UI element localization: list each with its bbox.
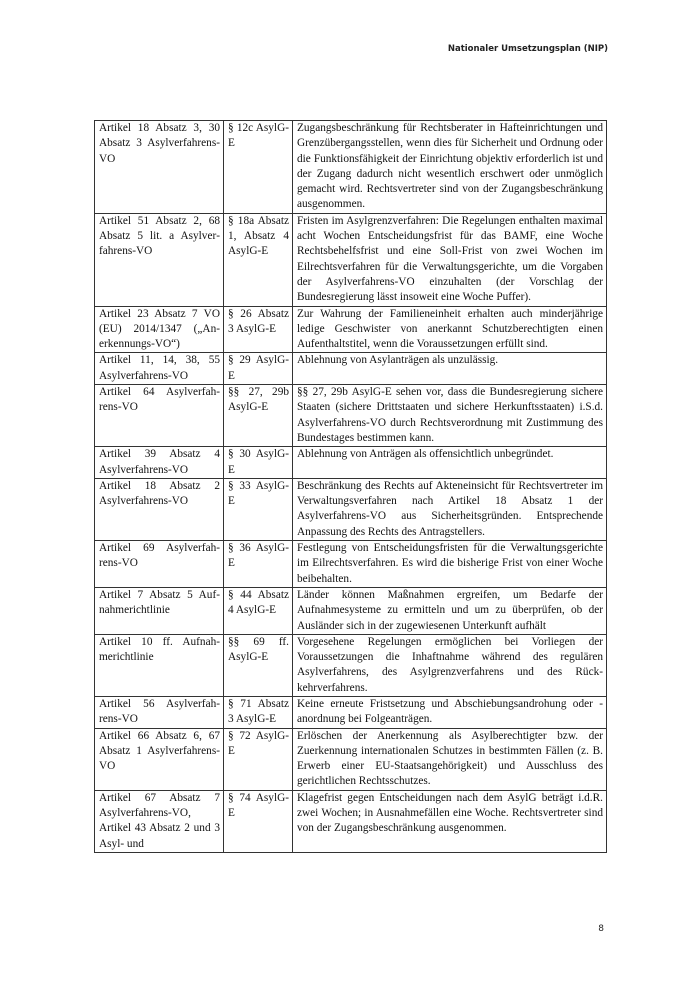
table-row (95, 790, 607, 852)
table-row (95, 306, 607, 353)
article-cell: Artikel 69 Asylverfahrens-VO (95, 541, 224, 588)
article-cell: Artikel 7 Absatz 5 Aufnahmerichtlinie (95, 587, 224, 634)
running-header: Nationaler Umsetzungsplan (NIP) (447, 44, 608, 54)
article-cell: Artikel 10 ff. Aufnahmerichtlinie (95, 634, 224, 696)
description-cell: Zugangsbeschränkung für Rechtsberater in Hafteinrichtungen und Grenzübergangsstellen, wenn dies für Sicherheit und Ordnung oder die Funktionsfähigkeit der Einrichtung objektiv erforderlich ist und der Zugang dadurch nicht wesentlich erschwert oder unmöglich gemacht wird. Rechtsvertreter sind von der Zugangsbeschränkung ausgenommen. (293, 121, 607, 214)
description-cell: Klagefrist gegen Entscheidungen nach dem AsylG beträgt i.d.R. zwei Wochen; in Ausnahmefällen eine Woche. Rechtsvertreter sind von der Zugangsbeschränkung ausgenommen. (293, 790, 607, 852)
article-cell: Artikel 56 Asylverfahrens-VO (95, 696, 224, 728)
article-cell: Artikel 67 Absatz 7 Asylverfahrens-VO, Artikel 43 Absatz 2 und 3 Asyl- und (95, 790, 224, 852)
description-cell: Beschränkung des Rechts auf Akteneinsicht für Rechtsvertreter im Verwaltungsverfahren nach Artikel 18 Absatz 1 der Asylverfahrens-VO aus Sicherheitsgründen. Entsprechende Anpassung des Rechts des Antragstellers. (293, 478, 607, 540)
table-row (95, 353, 607, 385)
article-cell: Artikel 11, 14, 38, 55 Asylverfahrens-VO (95, 353, 224, 385)
law-cell: § 71 Absatz 3 AsylG-E (224, 696, 293, 728)
implementation-table (94, 120, 607, 853)
table-body (95, 121, 607, 853)
law-cell: § 29 AsylG-E (224, 353, 293, 385)
table-row (95, 213, 607, 306)
article-cell: Artikel 66 Absatz 6, 67 Absatz 1 Asylverfahrens-VO (95, 728, 224, 790)
table-row (95, 541, 607, 588)
table-row (95, 728, 607, 790)
table-row (95, 634, 607, 696)
table-row (95, 121, 607, 214)
page-number: 8 (598, 924, 604, 934)
table-row (95, 696, 607, 728)
law-cell: § 36 AsylG-E (224, 541, 293, 588)
law-cell: § 44 Absatz 4 AsylG-E (224, 587, 293, 634)
article-cell: Artikel 18 Absatz 2 Asylverfahrens-VO (95, 478, 224, 540)
law-cell: § 26 Absatz 3 AsylG-E (224, 306, 293, 353)
description-cell: Ablehnung von Asylanträgen als unzulässig. (293, 353, 607, 385)
law-cell: §§ 69 ff. AsylG-E (224, 634, 293, 696)
article-cell: Artikel 39 Absatz 4 Asylverfahrens-VO (95, 447, 224, 479)
article-cell: Artikel 64 Asylverfahrens-VO (95, 385, 224, 447)
table-row (95, 478, 607, 540)
description-cell: Fristen im Asylgrenzverfahren: Die Regelungen enthalten maximal acht Wochen Entscheidungsfrist für das BAMF, eine Woche Rechtsbehelfsfrist und eine Soll-Frist von zwei Wochen im Eilrechtsverfahren für die Verwaltungsgerichte, um die Vorgaben der Asylverfahrens-VO einzuhalten (der Vorschlag der Bundesregierung lässt insoweit eine Woche Puffer). (293, 213, 607, 306)
law-cell: § 74 AsylG-E (224, 790, 293, 852)
law-cell: § 18a Absatz 1, Absatz 4 AsylG-E (224, 213, 293, 306)
law-cell: §§ 27, 29b AsylG-E (224, 385, 293, 447)
description-cell: Erlöschen der Anerkennung als Asylberechtigter bzw. der Zuerkennung internationalen Schutzes in bestimmten Fällen (z. B. Erwerb einer EU-Staatsangehörigkeit) und Ausschluss des gerichtlichen Rechtsschutzes. (293, 728, 607, 790)
law-cell: § 30 AsylG-E (224, 447, 293, 479)
law-cell: § 33 AsylG-E (224, 478, 293, 540)
description-cell: Zur Wahrung der Familieneinheit erhalten auch minderjährige ledige Geschwister von anerkannt Schutzberechtigten einen Aufenthaltstitel, wenn die Voraussetzungen erfüllt sind. (293, 306, 607, 353)
description-cell: §§ 27, 29b AsylG-E sehen vor, dass die Bundesregierung sichere Staaten (sichere Drittstaaten und sichere Herkunftsstaaten) i.S.d. Asylverfahrens-VO durch Rechtsverordnung mit Zustimmung des Bundestages bestimmen kann. (293, 385, 607, 447)
law-cell: § 12c AsylG-E (224, 121, 293, 214)
table-row (95, 587, 607, 634)
article-cell: Artikel 18 Absatz 3, 30 Absatz 3 Asylverfahrens-VO (95, 121, 224, 214)
description-cell: Keine erneute Fristsetzung und Abschiebungsandrohung oder -anordnung bei Folgeanträgen. (293, 696, 607, 728)
table-row (95, 385, 607, 447)
article-cell: Artikel 23 Absatz 7 VO (EU) 2014/1347 („Anerkennungs-VO“) (95, 306, 224, 353)
description-cell: Ablehnung von Anträgen als offensichtlich unbegründet. (293, 447, 607, 479)
law-cell: § 72 AsylG-E (224, 728, 293, 790)
description-cell: Vorgesehene Regelungen ermöglichen bei Vorliegen der Voraussetzungen die Inhaftnahme während des regulären Asylverfahrens, des Asylgrenzverfahrens und des Rückkehrverfahrens. (293, 634, 607, 696)
article-cell: Artikel 51 Absatz 2, 68 Absatz 5 lit. a Asylverfahrens-VO (95, 213, 224, 306)
description-cell: Festlegung von Entscheidungsfristen für die Verwaltungsgerichte im Eilrechtsverfahren. Es wird die bisherige Frist von einer Woche beibehalten. (293, 541, 607, 588)
description-cell: Länder können Maßnahmen ergreifen, um Bedarfe der Aufnahmesysteme zu ermitteln und um zu überprüfen, ob der Ausländer sich in der zugewiesenen Unterkunft aufhält (293, 587, 607, 634)
table-row (95, 447, 607, 479)
